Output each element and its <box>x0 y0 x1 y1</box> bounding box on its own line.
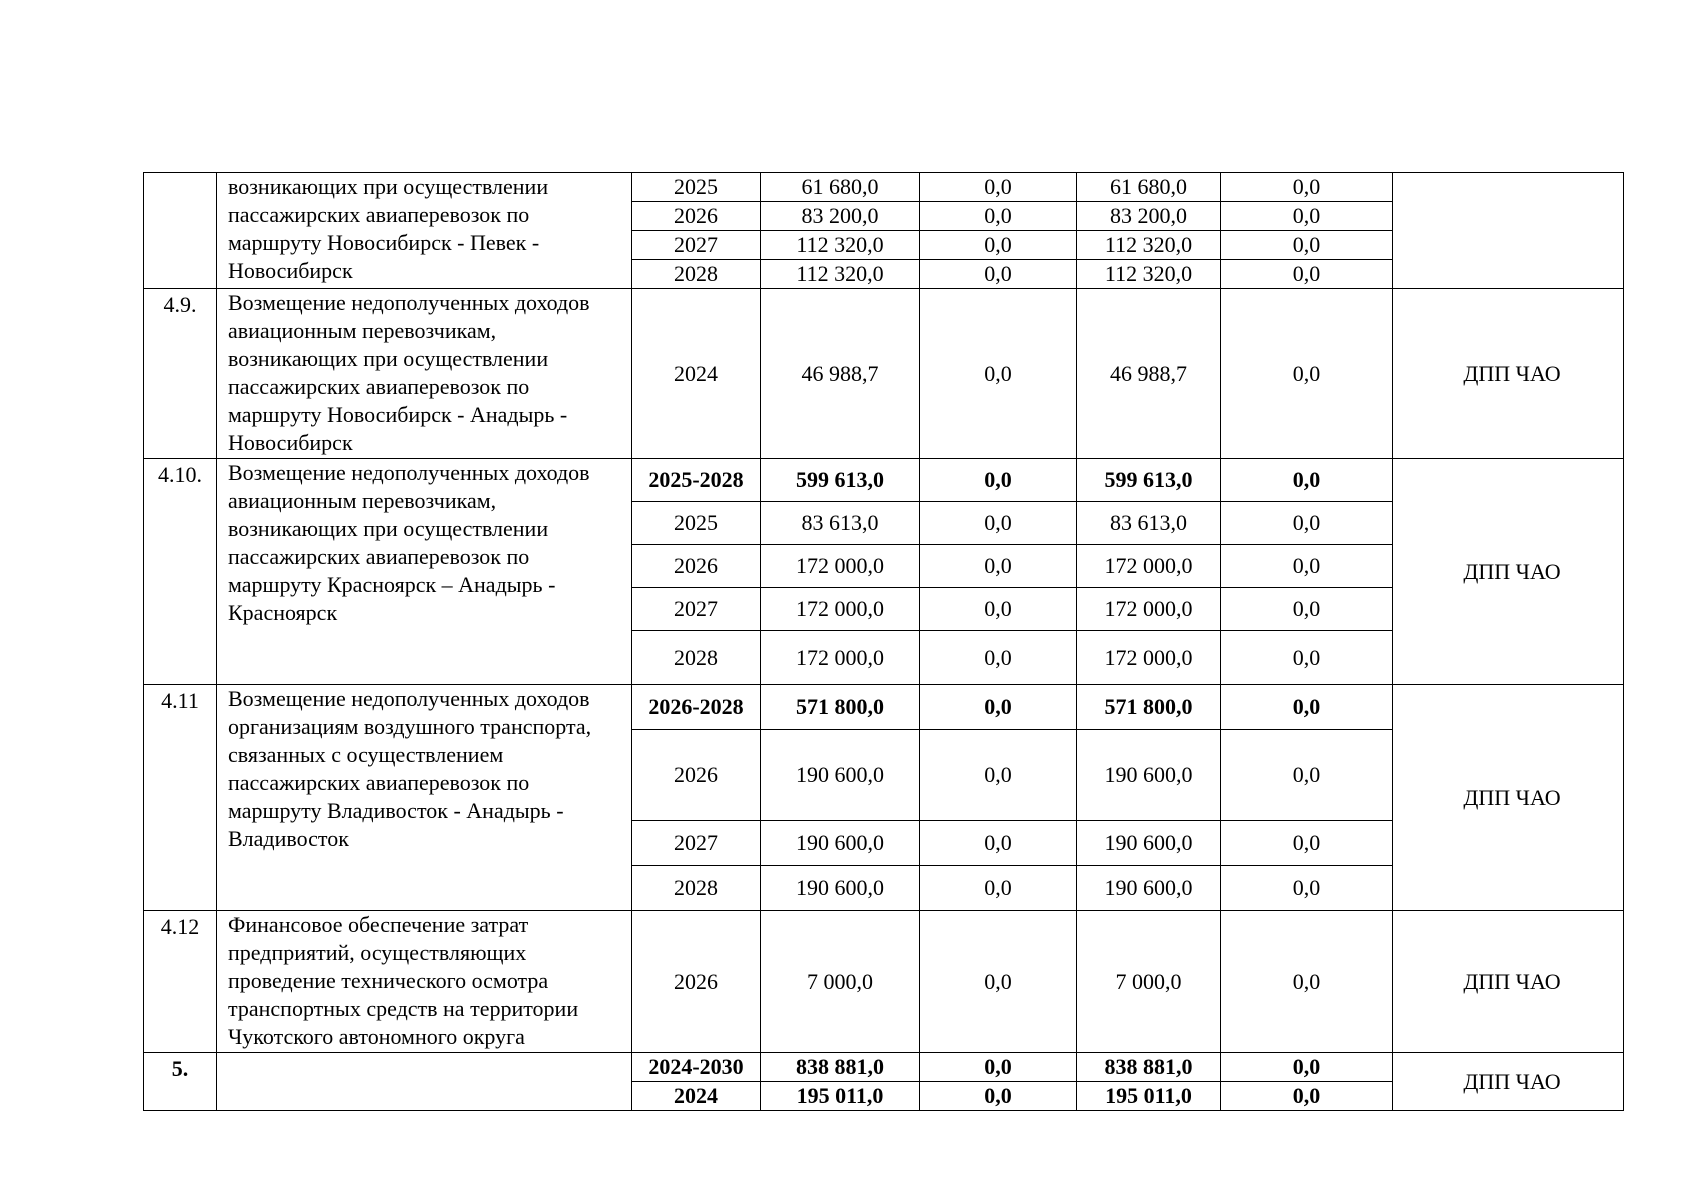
total-cell: 195 011,0 <box>761 1082 920 1111</box>
total-cell: 599 613,0 <box>761 459 920 502</box>
responsible-cell <box>1393 173 1624 289</box>
funding-cell: 46 988,7 <box>1077 289 1221 459</box>
funding-cell: 172 000,0 <box>1077 588 1221 631</box>
funding-cell: 0,0 <box>920 502 1077 545</box>
total-cell: 83 200,0 <box>761 202 920 231</box>
funding-cell: 0,0 <box>920 821 1077 866</box>
year-cell: 2025 <box>632 502 761 545</box>
year-cell: 2028 <box>632 631 761 685</box>
funding-cell: 0,0 <box>1221 231 1393 260</box>
funding-cell: 0,0 <box>920 260 1077 289</box>
total-cell: 172 000,0 <box>761 588 920 631</box>
year-cell: 2026 <box>632 911 761 1053</box>
total-cell: 83 613,0 <box>761 502 920 545</box>
responsible-cell: ДПП ЧАО <box>1393 459 1624 685</box>
measure-description: Возмещение недополученных доходов авиационным перевозчикам, возникающих при осуществлении пассажирских авиаперевозок по маршруту Новосибирск - Анадырь - Новосибирск <box>217 289 632 459</box>
row-number: 4.11 <box>144 685 217 911</box>
total-cell: 838 881,0 <box>761 1053 920 1082</box>
year-cell: 2026 <box>632 202 761 231</box>
row-number: 4.10. <box>144 459 217 685</box>
funding-cell: 0,0 <box>1221 685 1393 730</box>
total-cell: 112 320,0 <box>761 231 920 260</box>
total-cell: 172 000,0 <box>761 631 920 685</box>
row-number: 5. <box>144 1053 217 1111</box>
funding-cell: 0,0 <box>1221 588 1393 631</box>
measure-description: Возмещение недополученных доходов авиационным перевозчикам, возникающих при осуществлении пассажирских авиаперевозок по маршруту Красноярск – Анадырь - Красноярск <box>217 459 632 685</box>
funding-cell: 172 000,0 <box>1077 545 1221 588</box>
year-cell: 2027 <box>632 821 761 866</box>
row-number <box>144 173 217 289</box>
funding-cell: 83 613,0 <box>1077 502 1221 545</box>
total-cell: 46 988,7 <box>761 289 920 459</box>
funding-cell: 0,0 <box>1221 459 1393 502</box>
funding-cell: 195 011,0 <box>1077 1082 1221 1111</box>
funding-cell: 0,0 <box>920 231 1077 260</box>
responsible-cell: ДПП ЧАО <box>1393 289 1624 459</box>
total-cell: 190 600,0 <box>761 821 920 866</box>
total-cell: 190 600,0 <box>761 730 920 821</box>
funding-cell: 0,0 <box>920 1082 1077 1111</box>
total-cell: 190 600,0 <box>761 866 920 911</box>
funding-cell: 571 800,0 <box>1077 685 1221 730</box>
funding-cell: 83 200,0 <box>1077 202 1221 231</box>
year-range-cell: 2026-2028 <box>632 685 761 730</box>
funding-cell: 190 600,0 <box>1077 730 1221 821</box>
funding-cell: 838 881,0 <box>1077 1053 1221 1082</box>
total-cell: 172 000,0 <box>761 545 920 588</box>
year-cell: 2025 <box>632 173 761 202</box>
funding-cell: 0,0 <box>1221 911 1393 1053</box>
funding-cell: 0,0 <box>1221 631 1393 685</box>
funding-cell: 0,0 <box>1221 260 1393 289</box>
funding-cell: 7 000,0 <box>1077 911 1221 1053</box>
funding-cell: 0,0 <box>920 588 1077 631</box>
year-cell: 2024 <box>632 1082 761 1111</box>
funding-cell: 0,0 <box>1221 821 1393 866</box>
funding-cell: 0,0 <box>920 545 1077 588</box>
funding-cell: 0,0 <box>1221 545 1393 588</box>
funding-cell: 599 613,0 <box>1077 459 1221 502</box>
year-cell: 2028 <box>632 260 761 289</box>
year-cell: 2024 <box>632 289 761 459</box>
funding-cell: 0,0 <box>1221 502 1393 545</box>
year-cell: 2028 <box>632 866 761 911</box>
funding-cell: 0,0 <box>1221 173 1393 202</box>
budget-table <box>143 172 1624 1111</box>
measure-description: Финансовое обеспечение затрат предприятий, осуществляющих проведение технического осмотра транспортных средств на территории Чукотского автономного округа <box>217 911 632 1053</box>
funding-cell: 0,0 <box>920 685 1077 730</box>
year-cell: 2027 <box>632 588 761 631</box>
total-cell: 112 320,0 <box>761 260 920 289</box>
funding-cell: 172 000,0 <box>1077 631 1221 685</box>
funding-cell: 112 320,0 <box>1077 231 1221 260</box>
funding-cell: 0,0 <box>1221 1082 1393 1111</box>
funding-cell: 0,0 <box>1221 730 1393 821</box>
funding-cell: 61 680,0 <box>1077 173 1221 202</box>
funding-cell: 0,0 <box>920 730 1077 821</box>
year-cell: 2027 <box>632 231 761 260</box>
funding-cell: 0,0 <box>920 866 1077 911</box>
funding-cell: 0,0 <box>1221 202 1393 231</box>
year-range-cell: 2024-2030 <box>632 1053 761 1082</box>
measure-description: возникающих при осуществлении пассажирских авиаперевозок по маршруту Новосибирск - Певек - Новосибирск <box>217 173 632 289</box>
row-number: 4.9. <box>144 289 217 459</box>
funding-cell: 0,0 <box>920 459 1077 502</box>
year-cell: 2026 <box>632 545 761 588</box>
responsible-cell: ДПП ЧАО <box>1393 911 1624 1053</box>
funding-cell: 0,0 <box>920 289 1077 459</box>
total-cell: 61 680,0 <box>761 173 920 202</box>
funding-cell: 0,0 <box>920 631 1077 685</box>
year-range-cell: 2025-2028 <box>632 459 761 502</box>
funding-cell: 0,0 <box>920 202 1077 231</box>
responsible-cell: ДПП ЧАО <box>1393 1053 1624 1111</box>
funding-cell: 112 320,0 <box>1077 260 1221 289</box>
funding-cell: 190 600,0 <box>1077 821 1221 866</box>
funding-cell: 0,0 <box>1221 1053 1393 1082</box>
total-cell: 7 000,0 <box>761 911 920 1053</box>
funding-cell: 0,0 <box>920 173 1077 202</box>
funding-cell: 0,0 <box>1221 289 1393 459</box>
measure-description: Возмещение недополученных доходов организациям воздушного транспорта, связанных с осуществлением пассажирских авиаперевозок по маршруту Владивосток - Анадырь - Владивосток <box>217 685 632 911</box>
funding-cell: 0,0 <box>920 1053 1077 1082</box>
responsible-cell: ДПП ЧАО <box>1393 685 1624 911</box>
year-cell: 2026 <box>632 730 761 821</box>
funding-cell: 0,0 <box>1221 866 1393 911</box>
funding-cell: 0,0 <box>920 911 1077 1053</box>
funding-cell: 190 600,0 <box>1077 866 1221 911</box>
measure-description <box>217 1053 632 1111</box>
total-cell: 571 800,0 <box>761 685 920 730</box>
row-number: 4.12 <box>144 911 217 1053</box>
